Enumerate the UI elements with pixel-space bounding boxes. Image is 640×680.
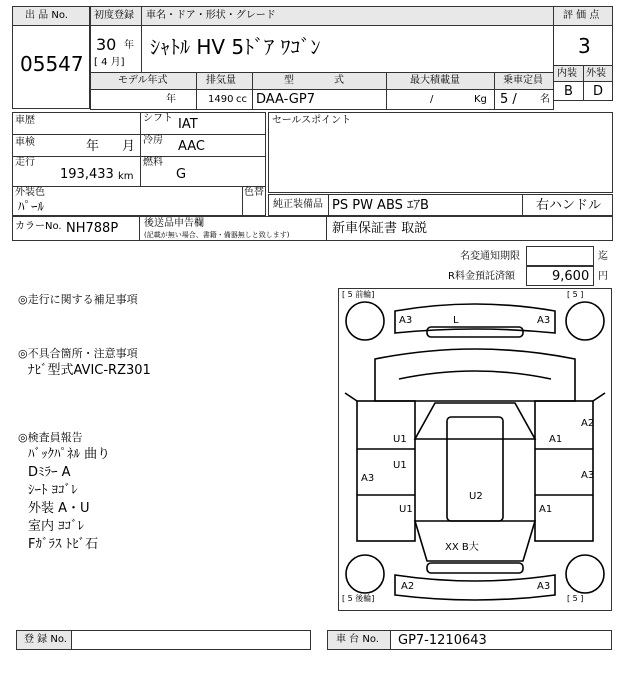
mark-rear-glass: XX B大 (445, 542, 479, 553)
name-change-unit: 迄 (598, 251, 608, 262)
mark-roof: U2 (469, 491, 483, 502)
fee-label: R料金預託済額 (448, 271, 515, 282)
ext-color-value: ﾊﾟｰﾙ (18, 200, 44, 215)
reg-no-cell (71, 630, 311, 650)
interior-grade: B (564, 84, 573, 99)
mark-left-rear: U1 (399, 504, 413, 515)
divider (522, 194, 523, 216)
max-load-slash: / (430, 94, 434, 105)
mark-rear-bumper-right: A3 (537, 581, 551, 592)
equipment-value: PS PW ABS ｴｱB (332, 198, 429, 213)
fee-value: 9,600 (552, 269, 590, 284)
fee-unit: 円 (598, 271, 608, 282)
mark-front-bumper-right: A3 (537, 315, 551, 326)
capacity-unit: 名 (540, 94, 550, 105)
reg-year: 30 (96, 35, 117, 54)
divider (12, 156, 266, 157)
fuel-label: 燃料 (143, 157, 163, 168)
hood (375, 349, 575, 401)
rear-left-wheel (346, 555, 384, 593)
car-outline (339, 289, 611, 610)
type-value: DAA-GP7 (256, 92, 315, 107)
equipment-label: 純正装備品 (273, 199, 323, 210)
sales-point-label: セールスポイント (272, 115, 352, 126)
handle-value: 右ハンドル (536, 198, 602, 213)
front-bumper (395, 304, 555, 333)
max-load-unit: Kg (474, 94, 487, 105)
name-change-label: 名変通知期限 (460, 251, 520, 262)
mileage-unit: km (118, 171, 134, 182)
color-no-label: カラーNo. (15, 221, 62, 232)
lot-label: 出 品 No. (25, 10, 68, 21)
displacement-value: 1490 (208, 94, 234, 105)
hood-line (399, 371, 551, 379)
mark-right-top: A2 (581, 418, 595, 429)
details-left-block (12, 112, 266, 187)
car-diagram (338, 288, 612, 611)
mark-rear-bumper-left: A2 (401, 581, 415, 592)
exterior-grade: D (593, 84, 604, 99)
reg-no-label: 登 録 No. (24, 634, 67, 645)
name-change-box (526, 246, 594, 266)
fuel-value: G (176, 167, 187, 182)
reg-year-unit: 年 (124, 40, 134, 51)
divider (140, 112, 141, 187)
rear-plate (427, 563, 523, 573)
rear-right-wheel (566, 555, 604, 593)
aircon-value: AAC (178, 139, 205, 154)
mark-right-front: A1 (549, 434, 563, 445)
type-label: 型 式 (284, 75, 344, 86)
divider (242, 186, 243, 216)
mark-left-side: A3 (361, 473, 375, 484)
inspector-line: ｼｰﾄ ﾖｺﾞﾚ (28, 483, 78, 498)
windshield (415, 403, 535, 439)
shaken-year: 年 (86, 139, 100, 154)
interior-label: 内装 (557, 68, 577, 79)
color-change-label: 色替 (244, 187, 264, 198)
lot-number: 05547 (20, 52, 84, 76)
left-side (357, 401, 415, 541)
inspector-line: Fｶﾞﾗｽ ﾄﾋﾞ石 (28, 537, 99, 552)
docs-note: (記載が無い場合、書籍・備器無しと致します) (144, 231, 290, 239)
displacement-unit: cc (236, 94, 247, 105)
driving-label: ◎走行に関する補足事項 (18, 293, 138, 306)
mileage-value: 193,433 (60, 167, 114, 182)
left-mirror (345, 393, 357, 401)
ext-color-cell (12, 186, 266, 216)
shaken-label: 車検 (15, 137, 35, 148)
mark-right-rear: A1 (539, 504, 553, 515)
inspector-line: 室内 ﾖｺﾞﾚ (28, 519, 85, 534)
shift-label: シフト (143, 113, 173, 124)
inspector-line: Dﾐﾗｰ A (28, 465, 71, 480)
docs-value: 新車保証書 取説 (332, 221, 428, 236)
front-right-tire-label: [ 5 ] (567, 290, 584, 299)
reg-label: 初度登録 (94, 10, 134, 21)
mark-front-bumper-center: L (453, 315, 459, 326)
docs-label: 後送品申告欄 (144, 218, 204, 229)
front-right-wheel (566, 302, 604, 340)
rear-left-tire-label: [ 5 後輪] (342, 594, 375, 603)
shift-value: IAT (178, 117, 198, 132)
chassis-label: 車 台 No. (336, 634, 379, 645)
ext-color-label: 外装色 (15, 187, 45, 198)
rear-glass (415, 521, 535, 561)
color-no-value: NH788P (66, 221, 119, 236)
score-value: 3 (578, 34, 591, 58)
reg-month: [ 4 月] (94, 57, 125, 68)
front-left-wheel (346, 302, 384, 340)
capacity-label: 乗車定員 (503, 75, 543, 86)
chassis-no: GP7-1210643 (398, 633, 487, 648)
displacement-label: 排気量 (206, 75, 236, 86)
name-label: 車名・ドア・形状・グレード (146, 10, 276, 21)
rear-bumper (395, 575, 555, 600)
inspector-label: ◎検査員報告 (18, 431, 83, 444)
inspector-line: ﾊﾞｯｸﾊﾟﾈﾙ 曲り (28, 447, 111, 462)
mark-left-front: U1 (393, 434, 407, 445)
front-left-tire-label: [ 5 前輪] (342, 290, 375, 299)
model-year-label: モデル年式 (118, 75, 168, 86)
right-mirror (593, 393, 605, 401)
max-load-label: 最大積載量 (410, 75, 460, 86)
roof (447, 417, 503, 521)
aircon-label: 冷房 (143, 135, 163, 146)
shaken-month: 月 (122, 139, 136, 154)
history-label: 車歴 (15, 115, 35, 126)
inspector-line: 外装 A・U (28, 501, 90, 516)
divider (12, 134, 266, 135)
defect-line: ﾅﾋﾞ型式AVIC-RZ301 (28, 363, 151, 378)
mark-right-side: A3 (581, 470, 595, 481)
mark-front-bumper-left: A3 (399, 315, 413, 326)
defects-label: ◎不具合箇所・注意事項 (18, 347, 138, 360)
car-name: ｼｬﾄﾙ HV 5ﾄﾞｱ ﾜｺﾞﾝ (150, 35, 321, 59)
mileage-label: 走行 (15, 157, 35, 168)
divider (328, 194, 329, 216)
model-year-value: 年 (166, 94, 176, 105)
exterior-label: 外装 (586, 68, 606, 79)
score-label: 評 価 点 (563, 10, 600, 21)
rear-right-tire-label: [ 5 ] (567, 594, 584, 603)
capacity-value: 5 / (500, 92, 517, 107)
mark-left-mid: U1 (393, 460, 407, 471)
